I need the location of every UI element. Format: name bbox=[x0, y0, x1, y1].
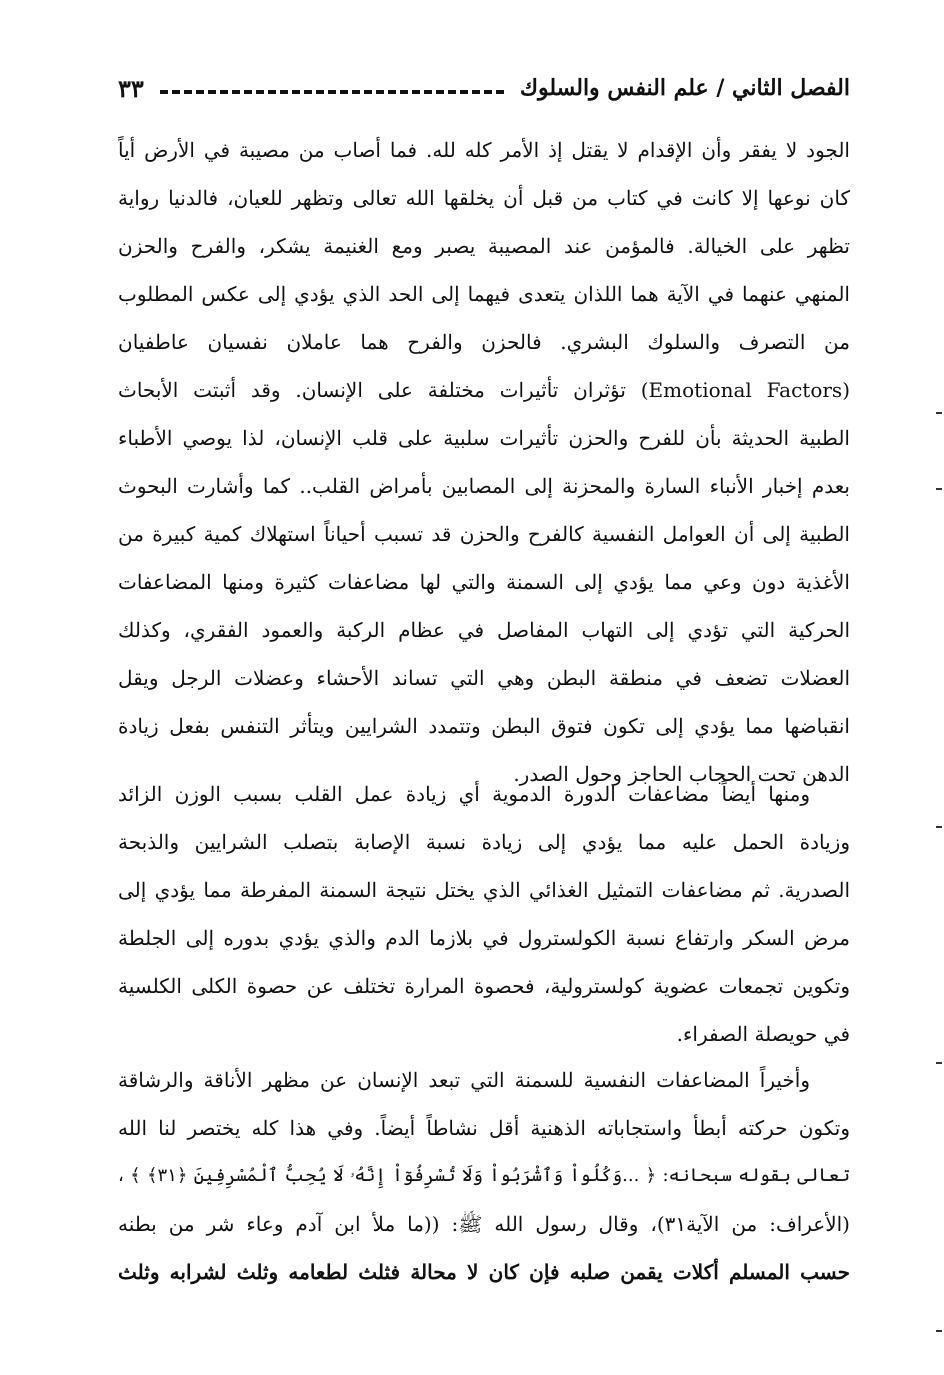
hadith-line: (الأعراف: من الآية٣١)، وقال رسول الله ﷺ: ((ما ملأ ابن آدم وعاء شر من بطنه bbox=[118, 1212, 850, 1236]
page-header bbox=[118, 68, 850, 108]
paragraph-1 bbox=[118, 126, 850, 798]
text-line: الصدرية. ثم مضاعفات التمثيل الغذائي الذي يختل نتيجة السمنة المفرطة مما يؤدي إلى bbox=[118, 878, 850, 902]
page-number: ٣٣ bbox=[118, 73, 144, 103]
text-line: الطبية إلى أن العوامل النفسية كالفرح والحزن قد تسبب أحياناً استهلاك كمية كبيرة من bbox=[118, 522, 850, 546]
text-line: وتكون حركته أبطأ واستجاباته الذهنية أقل نشاطاً أيضاً. وفي هذا كله يختصر لنا الله bbox=[118, 1116, 850, 1140]
text-line: ومنها أيضاً مضاعفات الدورة الدموية أي زيادة عمل القلب بسبب الوزن الزائد bbox=[118, 782, 810, 806]
text-line: العضلات تضعف في منطقة البطن وهي التي تساند الأحشاء وعضلات الرجل ويقل bbox=[118, 666, 850, 690]
scan-margin-mark bbox=[936, 412, 942, 414]
scan-margin-mark bbox=[936, 826, 942, 828]
header-dotted-rule bbox=[160, 90, 504, 94]
text-line: الدهن تحت الحجاب الحاجز وحول الصدر. bbox=[513, 762, 850, 786]
scan-margin-mark bbox=[936, 488, 942, 490]
text-line: من التصرف والسلوك البشري. فالحزن والفرح هما عاملان نفسيان عاطفيان bbox=[118, 330, 850, 354]
text-line: الطبية الحديثة بأن للفرح والحزن تأثيرات سلبية على قلب الإنسان، لذا يوصي الأطباء bbox=[118, 426, 850, 450]
running-title: الفصل الثاني / علم النفس والسلوك bbox=[519, 75, 850, 101]
text-line: تظهر على الخيالة. فالمؤمن عند المصيبة يصبر ومع الغنيمة يشكر، والفرح والحزن bbox=[118, 234, 850, 258]
text-line: بعدم إخبار الأنباء السارة والمحزنة إلى المصابين بأمراض القلب.. كما وأشارت البحوث bbox=[118, 474, 850, 498]
quran-verse-line: تعالى بقوله سبحانه: ﴿ ...وَكُلُواْ وَٱشْرَبُواْ وَلَا تُسْرِفُوٓاْ إِنَّهُۥ لَا يُحِبُّ ٱلْمُسْرِفِينَ ﴿٣١﴾ ﴾ ، bbox=[118, 1165, 850, 1186]
text-line: مرض السكر وارتفاع نسبة الكولسترول في بلازما الدم والذي يؤدي بدوره إلى الجلطة bbox=[118, 926, 850, 950]
scan-margin-mark bbox=[936, 1062, 942, 1064]
text-line: (Emotional Factors) تؤثران تأثيرات مختلفة على الإنسان. وقد أثبتت الأبحاث bbox=[118, 378, 850, 402]
text-line: وتكوين تجمعات عضوية كولسترولية، فحصوة المرارة تختلف عن حصوة الكلى الكلسية bbox=[118, 974, 850, 998]
scan-margin-mark bbox=[936, 1330, 942, 1332]
paragraph-2 bbox=[118, 770, 850, 1058]
text-line: وأخيراً المضاعفات النفسية للسمنة التي تبعد الإنسان عن مظهر الأناقة والرشاقة bbox=[118, 1068, 810, 1092]
text-line: الحركية التي تؤدي إلى التهاب المفاصل في عظام الركبة والعمود الفقري، وكذلك bbox=[118, 618, 850, 642]
text-line: الجود لا يفقر وأن الإقدام لا يقتل إذ الأمر كله لله. فما أصاب من مصيبة في الأرض أياً bbox=[118, 138, 850, 162]
text-line: في حويصلة الصفراء. bbox=[676, 1022, 850, 1046]
text-line: كان نوعها إلا كانت في كتاب من قبل أن يخلقها الله تعالى وتظهر للعيان، فالدنيا رواية bbox=[118, 186, 850, 210]
text-line: وزيادة الحمل عليه مما يؤدي إلى زيادة نسبة الإصابة بتصلب الشرايين والذبحة bbox=[118, 830, 850, 854]
text-line: انقباضها مما يؤدي إلى تكون فتوق البطن وتتمدد الشرايين ويتأثر التنفس بفعل زيادة bbox=[118, 714, 850, 738]
paragraph-3 bbox=[118, 1056, 850, 1296]
text-line: الأغذية دون وعي مما يؤدي إلى السمنة والتي لها مضاعفات كثيرة ومنها المضاعفات bbox=[118, 570, 850, 594]
hadith-bold-line: حسب المسلم أكلات يقمن صلبه فإن كان لا محالة فثلث لطعامه وثلث لشرابه وثلث bbox=[118, 1260, 850, 1284]
text-line: المنهي عنهما في الآية هما اللذان يتعدى فيهما إلى الحد الذي يؤدي إلى عكس المطلوب bbox=[118, 282, 850, 306]
